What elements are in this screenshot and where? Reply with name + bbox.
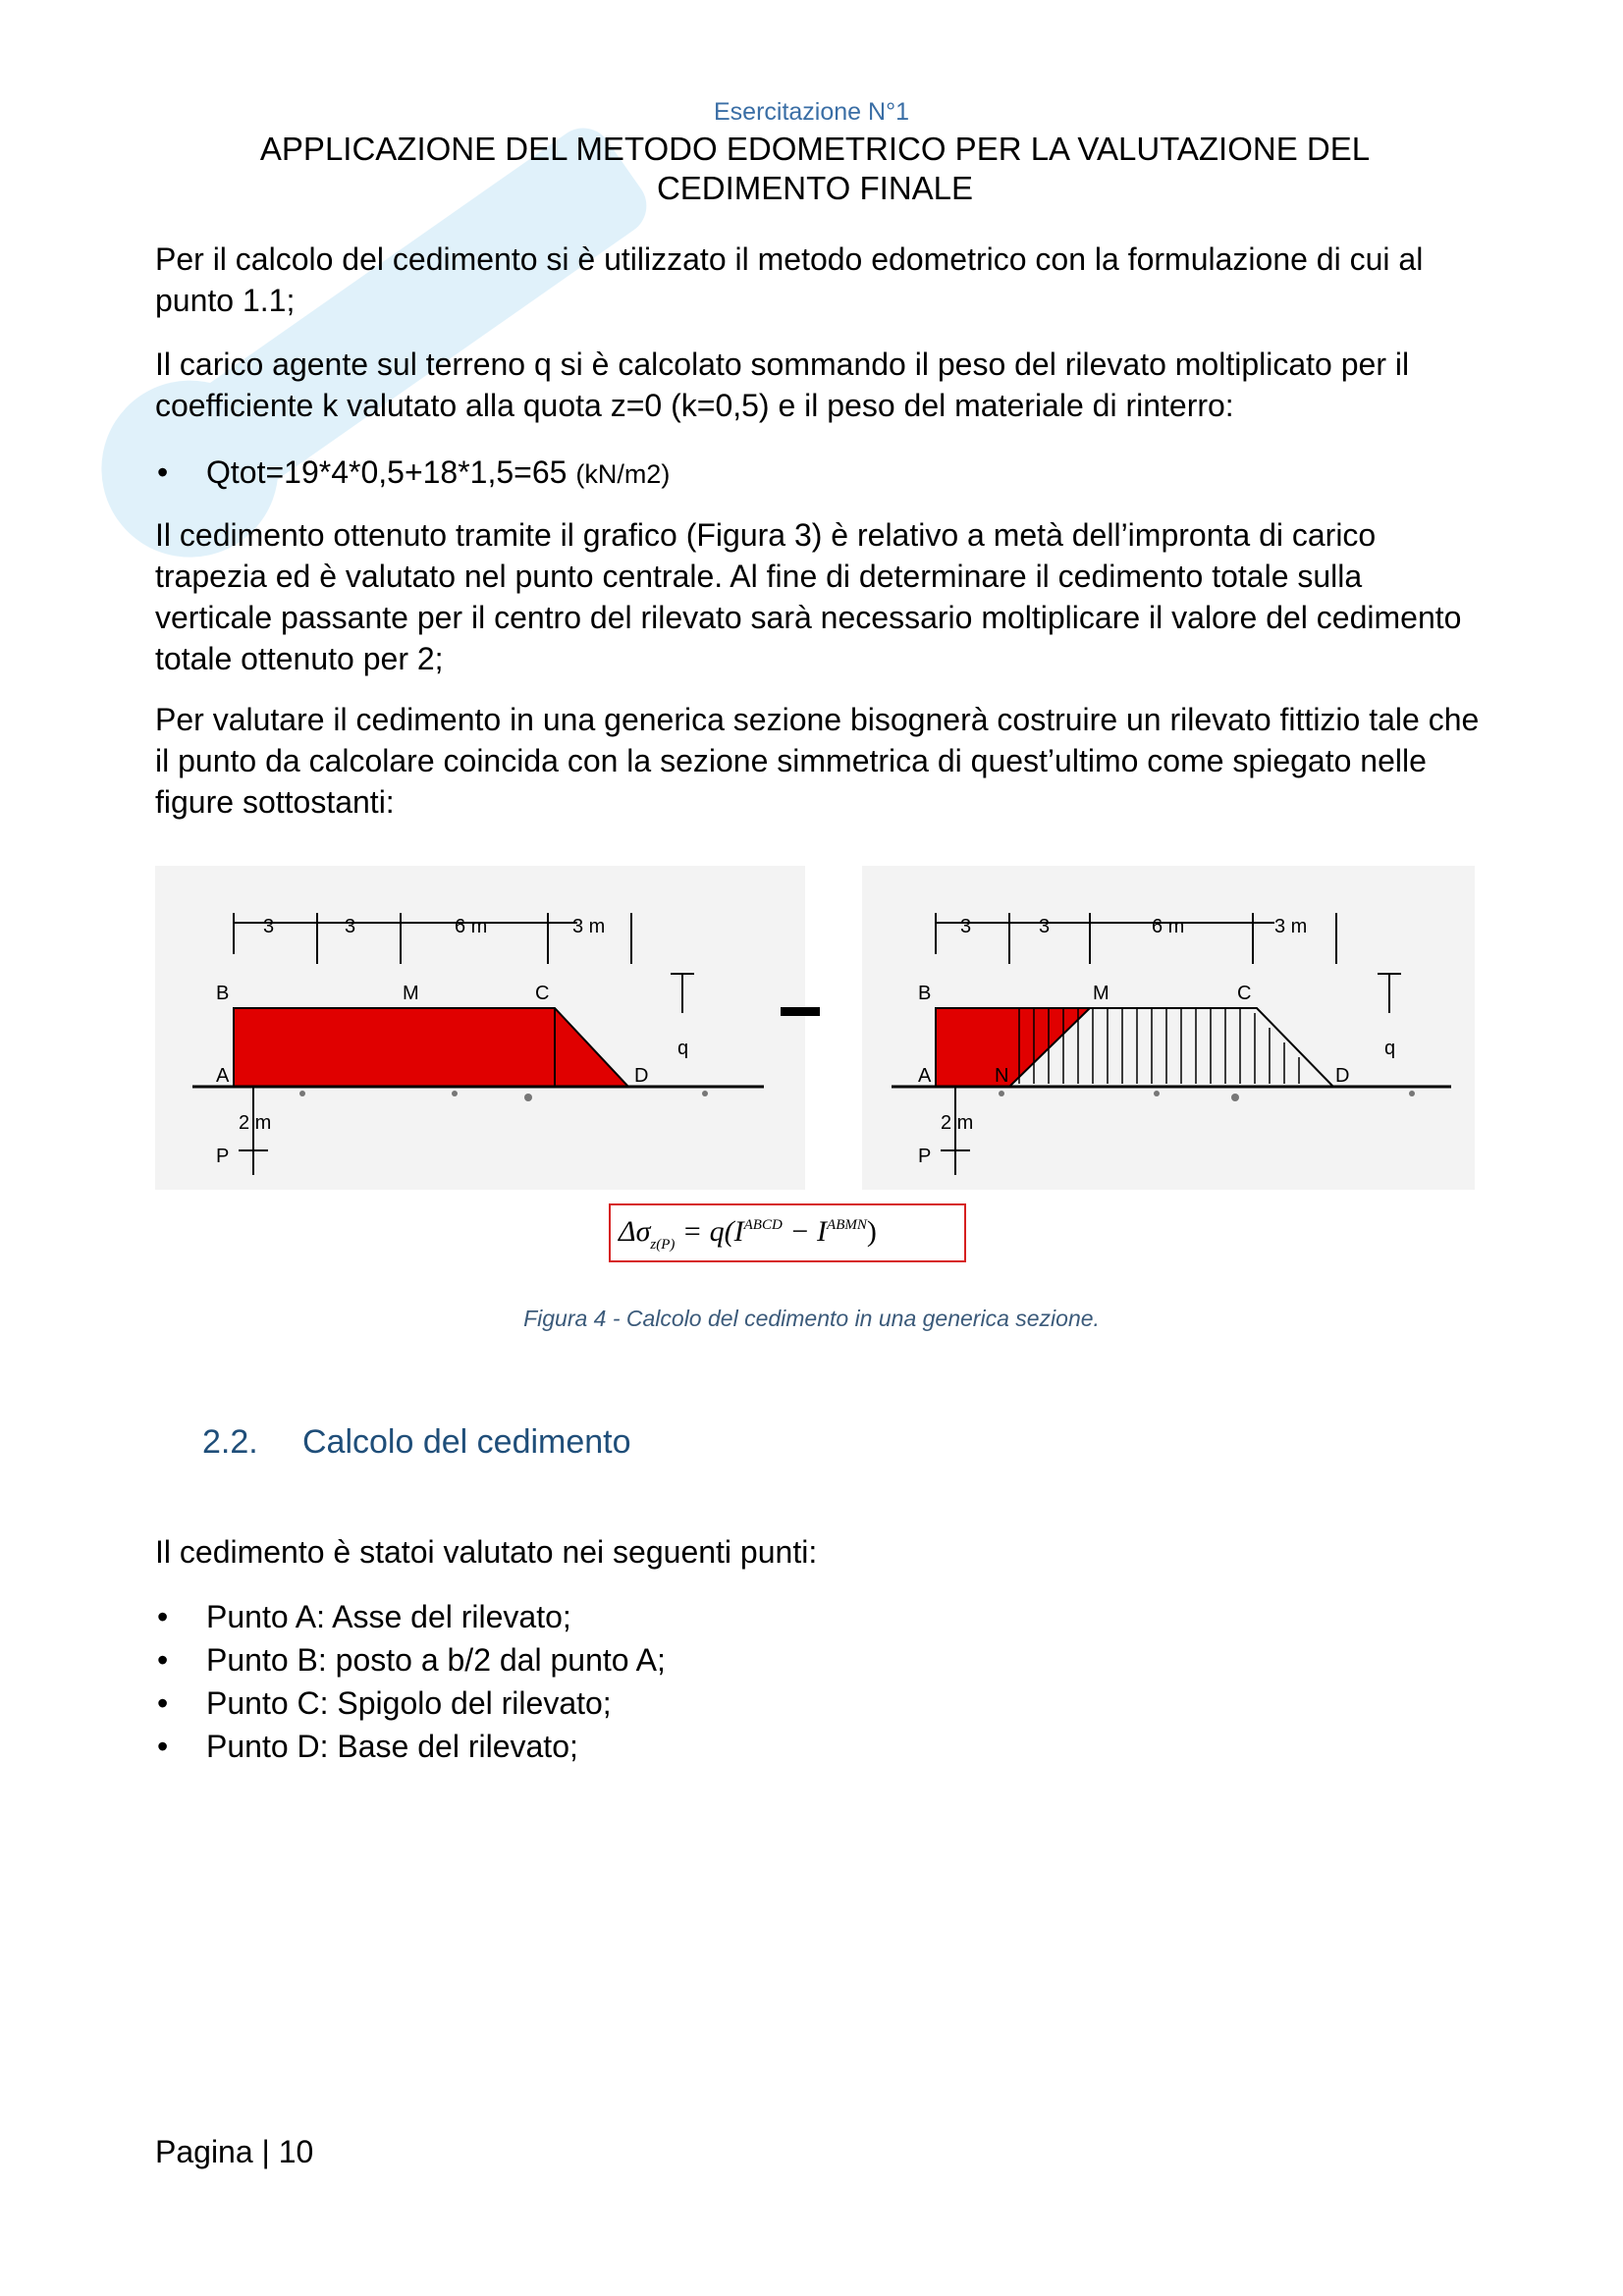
dim-4-right: 3 m bbox=[1274, 916, 1308, 937]
list-item: • Punto C: Spigolo del rilevato; bbox=[206, 1682, 612, 1724]
list-item: • Punto B: posto a b/2 dal punto A; bbox=[206, 1639, 666, 1681]
label-P: P bbox=[216, 1146, 230, 1167]
label-A: A bbox=[216, 1065, 230, 1087]
formula-delta-sigma: Δσ bbox=[619, 1215, 651, 1248]
formula-minus: − I bbox=[782, 1215, 828, 1248]
svg-text:Δσz(P) = q(IABCD − IABMN) bbox=[618, 1215, 877, 1253]
figure-left bbox=[155, 866, 805, 1190]
section-heading bbox=[202, 1423, 631, 1462]
paragraph-3: Il cedimento ottenuto tramite il grafico (Figura 3) è relativo a metà dell’impronta di carico trapezia ed è valutato nel punto centrale. Al fine di determinare il cedimento totale sulla verticale passante per il centro del rilevato sarà necessario moltiplicare il valore del cedimento totale ottenuto per 2; bbox=[155, 517, 1462, 676]
document-subtitle: Esercitazione N°1 bbox=[714, 98, 909, 126]
formula-close: ) bbox=[866, 1215, 877, 1248]
label-N: N bbox=[995, 1065, 1009, 1087]
embankment-shape bbox=[234, 1008, 628, 1087]
stress-formula bbox=[611, 1205, 964, 1260]
formula-sub: z(P) bbox=[650, 1237, 676, 1253]
figure-right bbox=[862, 866, 1475, 1190]
dim-2: 3 bbox=[345, 916, 356, 937]
label-B-right: B bbox=[918, 983, 932, 1004]
figure-caption: Figura 4 - Calcolo del cedimento in una generica sezione. bbox=[523, 1306, 1100, 1331]
label-D: D bbox=[634, 1065, 649, 1087]
page-footer: Pagina | 10 bbox=[155, 2134, 314, 2169]
label-depth-right: 2 m bbox=[941, 1112, 974, 1134]
paragraph-2: Il carico agente sul terreno q si è calcolato sommando il peso del rilevato moltiplicato per il coefficiente k valutato alla quota z=0 (k=0,5) e il peso del materiale di rinterro: bbox=[155, 347, 1410, 423]
label-D-right: D bbox=[1335, 1065, 1350, 1087]
embankment-diagram-left bbox=[155, 866, 805, 1190]
section-number: 2.2. bbox=[202, 1423, 258, 1461]
embankment-diagram-right bbox=[862, 866, 1475, 1190]
label-C: C bbox=[535, 983, 550, 1004]
section-title: Calcolo del cedimento bbox=[302, 1423, 631, 1461]
dim-1: 3 bbox=[263, 916, 275, 937]
label-M-right: M bbox=[1093, 983, 1109, 1004]
dim-3: 6 m bbox=[455, 916, 488, 937]
formula-sup1: ABCD bbox=[743, 1217, 783, 1233]
document-title: APPLICAZIONE DEL METODO EDOMETRICO PER LA VALUTAZIONE DEL CEDIMENTO FINALE bbox=[259, 131, 1371, 206]
dim-3-right: 6 m bbox=[1152, 916, 1185, 937]
label-A-right: A bbox=[918, 1065, 932, 1087]
load-unit: (kN/m2) bbox=[575, 459, 671, 489]
dim-1-right: 3 bbox=[960, 916, 972, 937]
label-C-right: C bbox=[1237, 983, 1252, 1004]
stress-formula-box bbox=[609, 1203, 966, 1262]
label-M: M bbox=[403, 983, 419, 1004]
label-q-right: q bbox=[1384, 1038, 1396, 1059]
label-q: q bbox=[677, 1038, 689, 1059]
points-intro: Il cedimento è statoi valutato nei seguenti punti: bbox=[155, 1534, 818, 1570]
formula-eq: = q(I bbox=[675, 1215, 744, 1248]
list-item: • Punto D: Base del rilevato; bbox=[206, 1726, 578, 1767]
dim-2-right: 3 bbox=[1039, 916, 1051, 937]
label-B: B bbox=[216, 983, 230, 1004]
label-P-right: P bbox=[918, 1146, 932, 1167]
subtracted-shape bbox=[936, 1008, 1090, 1087]
paragraph-1: Per il calcolo del cedimento si è utilizzato il metodo edometrico con la formulazione di cui al punto 1.1; bbox=[155, 241, 1424, 318]
load-formula-bullet bbox=[206, 452, 670, 495]
paragraph-4: Per valutare il cedimento in una generica sezione bisognerà costruire un rilevato fittizio tale che il punto da calcolare coincida con la sezione simmetrica di quest’ultimo come spiegato nelle figure sottostanti: bbox=[155, 702, 1480, 820]
list-item: • Punto A: Asse del rilevato; bbox=[206, 1596, 571, 1637]
dim-4: 3 m bbox=[572, 916, 606, 937]
load-formula: Qtot=19*4*0,5+18*1,5=65 bbox=[206, 454, 568, 490]
formula-sup2: ABMN bbox=[827, 1217, 867, 1233]
minus-sign bbox=[781, 1007, 820, 1016]
label-depth: 2 m bbox=[239, 1112, 272, 1134]
